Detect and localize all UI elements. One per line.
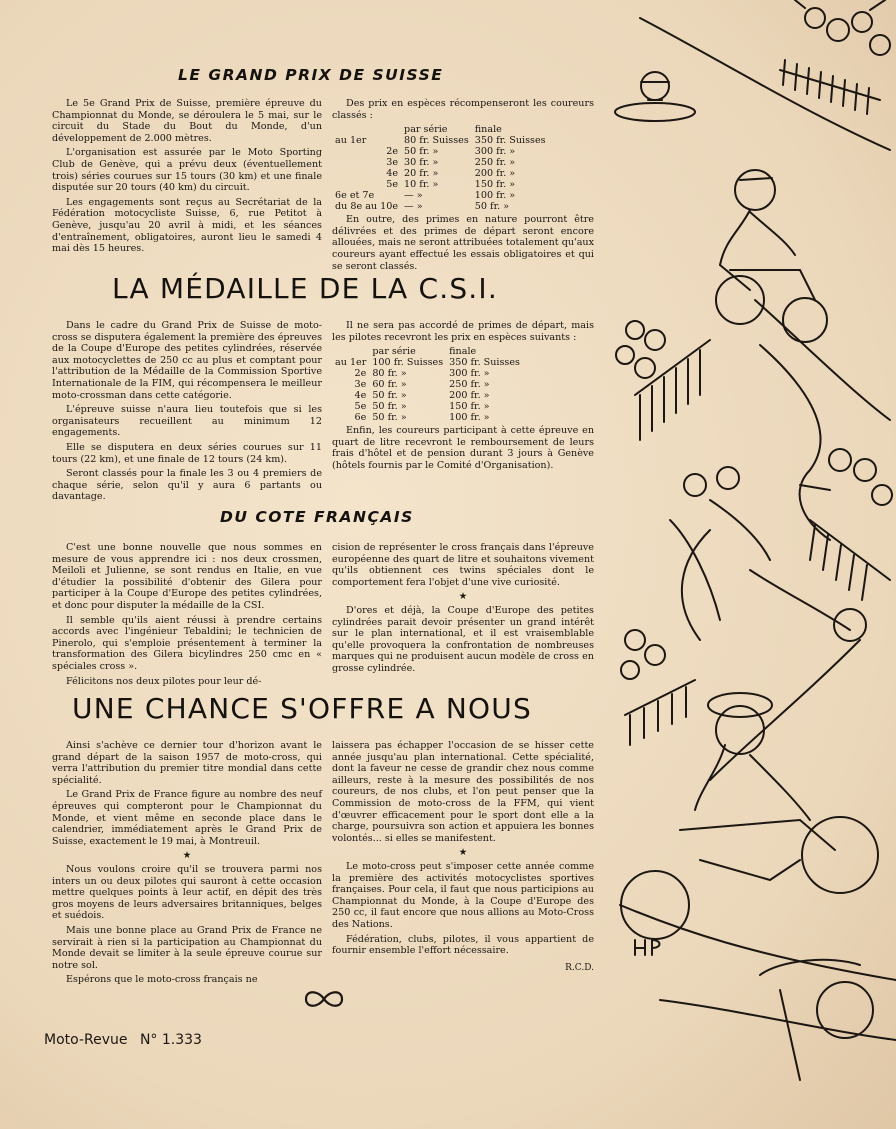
table-cell: 300 fr. »	[449, 368, 490, 380]
table-cell: 100 fr. Suisses	[372, 357, 444, 369]
paragraph: Elle se disputera en deux séries courues sur 11 tours (22 km), et une finale de 12 tours (24 km).	[52, 441, 322, 465]
table-header	[332, 346, 369, 357]
cartoon-illustration	[600, 0, 896, 1129]
paragraph: Fédération, clubs, pilotes, il vous appartient de fournir ensemble l'effort nécessaire.	[332, 933, 594, 957]
table-cell: 100 fr. »	[449, 412, 490, 424]
prizes-table-suisse	[332, 124, 549, 212]
table-cell: 80 fr. »	[372, 368, 407, 380]
paragraph: C'est une bonne nouvelle que nous sommes en mesure de vous apprendre ici : nos deux crossmen, Meiloli et Julienne, se sont rendus en Italie, en vue d'étudier la possibilité d'obtenir des Gilera pour participer à la Coupe d'Europe des petites cylindrées, et donc pour disputer la médaille de la CSI.	[52, 542, 322, 611]
chance-left-column	[52, 740, 322, 989]
paragraph: Le Grand Prix de France figure au nombre des neuf épreuves qui compteront pour le Championnat du Monde, et vient même en seconde place dans le calendrier, immédiatement après le Grand Prix de Suisse, exactement le 19 mai, à Montreuil.	[52, 789, 322, 847]
table-cell: 50 fr. »	[404, 146, 439, 158]
issue-number: N° 1.333	[139, 1032, 202, 1048]
table-row	[332, 368, 523, 379]
table-row	[332, 179, 549, 190]
rider-in-puddle-icon	[615, 72, 695, 121]
table-cell: au 1er	[335, 357, 367, 369]
medaille-csi-left-column	[52, 320, 322, 506]
paragraph: Il semble qu'ils aient réussi à prendre certains accords avec l'ingénieur Tebaldini; le technicien de Pinerolo, qui s'emploie présentement à terminer la transformation des Gilera bicylindres 250 cmc en « spéciales cross ».	[52, 614, 322, 672]
chance-title: UNE CHANCE S'OFFRE A NOUS	[72, 692, 532, 725]
table-cell: 6e et 7e	[335, 190, 375, 202]
table-cell: 350 fr. Suisses	[449, 357, 520, 369]
table-cell: 5e	[354, 401, 367, 413]
table-cell: 200 fr. »	[474, 168, 516, 180]
footer	[44, 1032, 202, 1048]
spectators-left-icon	[616, 321, 710, 440]
paragraph: Seront classés pour la finale les 3 ou 4 premiers de chaque série, selon qu'il y aura 6 partants ou davantage.	[52, 468, 322, 503]
table-cell: 50 fr. »	[474, 201, 510, 213]
table-cell: 3e	[386, 157, 399, 169]
table-header	[332, 124, 401, 135]
table-cell: 300 fr. »	[474, 146, 516, 158]
publication-name: Moto-Revue	[44, 1032, 128, 1048]
cote-francais-left-column	[52, 542, 322, 690]
table-cell: 60 fr. »	[372, 379, 407, 391]
table-row	[332, 168, 549, 179]
cote-francais-right-column	[332, 542, 594, 678]
table-cell: 250 fr. »	[449, 379, 490, 391]
end-ornament-icon	[302, 988, 346, 1010]
table-cell: 200 fr. »	[449, 390, 490, 402]
table-cell: 10 fr. »	[404, 179, 439, 191]
table-cell: 80 fr. Suisses	[404, 135, 469, 147]
medaille-csi-title: LA MÉDAILLE DE LA C.S.I.	[112, 272, 498, 305]
table-row	[332, 379, 523, 390]
table-row	[332, 201, 549, 212]
table-cell: 3e	[354, 379, 367, 391]
table-cell: — »	[404, 190, 423, 202]
spectators-top-icon	[780, 0, 890, 114]
table-header-row	[332, 346, 523, 357]
prizes-table-csi	[332, 346, 523, 423]
table-cell: 50 fr. »	[372, 390, 407, 402]
table-header: finale	[449, 346, 477, 358]
table-header: par série	[404, 124, 448, 136]
table-header-row	[332, 124, 549, 135]
paragraph: En outre, des primes en nature pourront être délivrées et des primes de départ seront encore allouées, mais ne seront attribuées totalement qu'aux coureurs ayant effectué les essais obligatoires et qui se seront classés.	[332, 214, 594, 272]
spectators-right-icon	[800, 449, 892, 600]
paragraph: Le moto-cross peut s'imposer cette année comme la première des activités motocyclistes sportives françaises. Pour cela, il faut que nous participions au Championnat du Monde, à la Coupe d'Europe des 250 cc, il faut encore que nous allions au Moto-Cross des Nations.	[332, 860, 594, 930]
table-row	[332, 412, 523, 423]
paragraph: Nous voulons croire qu'il se trouvera parmi nos inters un ou deux pilotes qui sauront à cette occasion mettre quelques points à leur actif, en dépit des très gros moyens de leurs adversaires britanniques, belges et suédois.	[52, 863, 322, 922]
grand-prix-suisse-title: LE GRAND PRIX DE SUISSE	[178, 66, 444, 84]
prizes-intro: Des prix en espèces récompenseront les coureurs classés :	[332, 98, 594, 121]
table-row	[332, 146, 549, 157]
motorcycle-rider-2-icon	[621, 693, 878, 939]
paragraph: L'organisation est assurée par le Moto Sporting Club de Genève, qui a prévu deux (éventuellement trois) séries courues sur 15 tours (30 km) et une finale disputée sur 20 tours (40 km) du circuit.	[52, 147, 322, 194]
table-row	[332, 390, 523, 401]
table-row	[332, 135, 549, 146]
table-cell: 5e	[386, 179, 399, 191]
signature: R.C.D.	[565, 962, 594, 973]
prizes-intro: Il ne sera pas accordé de primes de départ, mais les pilotes recevront les prix en espèces suivants :	[332, 320, 594, 343]
table-cell: 50 fr. »	[372, 412, 407, 424]
table-cell: 2e	[386, 146, 399, 158]
table-row	[332, 157, 549, 168]
paragraph: Les engagements sont reçus au Secrétariat de la Fédération motocycliste Suisse, 6, rue Petitot à Genève, jusqu'au 20 avril à midi, et les séances d'entraînement, obligatoires, auront lieu le samedi 4 mai dès 15 heures.	[52, 196, 322, 255]
table-cell: du 8e au 10e	[335, 201, 399, 213]
medaille-csi-right-column	[332, 320, 594, 475]
paragraph: Dans le cadre du Grand Prix de Suisse de moto-cross se disputera également la première des épreuves de la Coupe d'Europe des petites cylindrées, réservée aux motocyclettes de 250 cc au plus et comptant pour l'attribution de la Médaille de la Commission Sportive Internationale de la FIM, qui récompensera le meilleur moto-crossman dans cette catégorie.	[52, 320, 322, 401]
crashed-riders-icon	[670, 467, 866, 641]
grand-prix-suisse-right-column	[332, 98, 594, 275]
paragraph: Félicitons nos deux pilotes pour leur dé-	[66, 675, 262, 687]
table-cell: — »	[404, 201, 423, 213]
chance-right-column	[332, 740, 594, 974]
paragraph: Le 5e Grand Prix de Suisse, première épreuve du Championnat du Monde, se déroulera le 5 mai, sur le circuit du Stade du Bout du Monde, d'un développement de 2.000 mètres.	[52, 98, 322, 144]
paragraph: Enfin, les coureurs participant à cette épreuve en quart de litre recevront le remboursement de leurs frais d'hôtel et de pension durant 3 jours à Genève (hôtels fournis par le Comité d'Organisation).	[332, 425, 594, 471]
table-cell: 150 fr. »	[474, 179, 516, 191]
table-cell: 4e	[386, 168, 399, 180]
table-cell: 350 fr. Suisses	[474, 135, 546, 147]
paragraph: cision de représenter le cross français dans l'épreuve européenne des quart de litre et souhaitons vivement qu'ils obtiennent ces twins spéciales dont le comportement fera l'objet d'une vive curiosité.	[332, 542, 594, 588]
paragraph: Espérons que le moto-cross français ne	[66, 974, 258, 986]
table-cell: 50 fr. »	[372, 401, 407, 413]
table-cell: 100 fr. »	[474, 190, 516, 202]
table-row	[332, 190, 549, 201]
separator-star: ★	[182, 850, 192, 862]
paragraph: D'ores et déjà, la Coupe d'Europe des petites cylindrées parait devoir présenter un grand intérêt sur le plan international, et il est vraisemblable qu'elle provoquera la confrontation de nombreuses marques qui ne produisent aucun modèle de cross en grosse cylindrée.	[332, 604, 594, 674]
table-cell: 4e	[354, 390, 367, 402]
table-header: finale	[474, 124, 502, 136]
table-row	[332, 357, 523, 368]
cote-francais-title: DU COTE FRANÇAIS	[220, 508, 414, 526]
table-cell: 20 fr. »	[404, 168, 439, 180]
paragraph: Mais une bonne place au Grand Prix de France ne servirait à rien si la participation au Championnat du Monde devait se limiter à la seule épreuve courue sur notre sol.	[52, 924, 322, 971]
table-cell: 2e	[354, 368, 367, 380]
paragraph: Ainsi s'achève ce dernier tour d'horizon avant le grand départ de la saison 1957 de moto-cross, qui verra l'attribution du premier titre mondial dans cette spécialité.	[52, 740, 322, 786]
artist-signature-icon	[635, 940, 660, 955]
paragraph: L'épreuve suisse n'aura lieu toutefois que si les organisateurs recueillent au minimum 12 engagements.	[52, 404, 322, 439]
table-cell: au 1er	[335, 135, 367, 147]
grand-prix-suisse-left-column	[52, 98, 322, 258]
table-header: par série	[372, 346, 416, 358]
table-cell: 30 fr. »	[404, 157, 439, 169]
table-cell: 6e	[354, 412, 367, 424]
table-cell: 150 fr. »	[449, 401, 490, 413]
separator-star: ★	[458, 847, 468, 859]
table-cell: 250 fr. »	[474, 157, 516, 169]
table-row	[332, 401, 523, 412]
separator-star: ★	[458, 591, 468, 603]
paragraph: laissera pas échapper l'occasion de se hisser cette année jusqu'au plan international. Cette spécialité, dont la faveur ne cesse de grandir chez nous comme ailleurs, reste à la mesure des possibilités de nos coureurs, de nos clubs, et l'on peut penser que la Commission de moto-cross de la FFM, qui vient d'œuvrer efficacement pour le sport dont elle a la charge, poursuivra son action et appuiera les bonnes volontés... si elles se manifestent.	[332, 740, 594, 844]
spectators-lower-icon	[621, 630, 695, 745]
